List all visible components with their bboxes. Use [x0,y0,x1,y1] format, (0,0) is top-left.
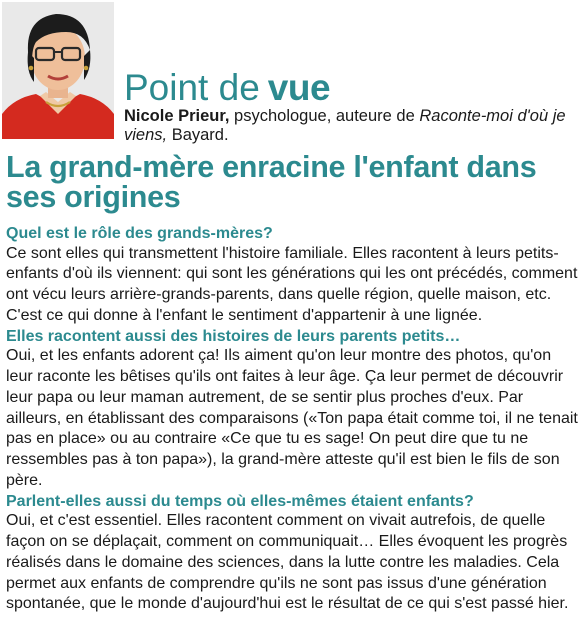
section-label-bold: vue [267,67,331,108]
qa-block [6,327,581,492]
interview-body [6,224,581,615]
author-name: Nicole Prieur, [124,107,230,125]
author-role: psychologue, auteure de [229,107,420,125]
question: Elles racontent aussi des histoires de leurs parents petits… [6,327,461,345]
answer: Ce sont elles qui transmettent l'histoire familiale. Elles racontent à leurs petits-enfants d'où ils viennent: qui sont les générations qui les ont précédés, comment ont vécu leurs arrière-grands-parents, dans quelle région, quelle maison, etc. C'est ce qui donne à l'enfant le sentiment d'appartenir à une lignée. [6,244,578,324]
author-byline [124,107,577,145]
qa-block [6,224,581,327]
answer: Oui, et c'est essentiel. Elles racontent comment on vivait autrefois, de quelle façon on se déplaçait, comment on communiquait… Elles évoquent les progrès réalisés dans le domaine des sciences, dans la lutte contre les maladies. Cela permet aux enfants de comprendre qu'ils ne sont pas issus d'une génération spontanée, que le monde d'aujourd'hui est le résultat de ce qui s'est passé hier. [6,512,569,613]
book-title: Raconte-moi d'où je viens, [124,107,566,144]
section-label-light: Point de [124,67,260,108]
author-portrait [2,2,114,139]
section-label [124,67,577,108]
question: Parlent-elles aussi du temps où elles-mêmes étaient enfants? [6,492,474,510]
publisher: Bayard. [167,126,229,144]
qa-block [6,492,581,615]
answer: Oui, et les enfants adorent ça! Ils aiment qu'on leur montre des photos, qu'on leur raconte les bêtises qu'ils ont faites à leur âge. Ça leur permet de découvrir leur papa ou leur maman autrement, de se sentir plus proches d'eux. Par ailleurs, en établissant des comparaisons («Ton papa était comme toi, il ne tenait pas en place» ou au contraire «Ce que tu es sage! On peut dire que tu ne ressembles pas à ton papa»), la grand-mère atteste qu'il est bien le fils de son père. [6,347,578,489]
article-headline: La grand-mère enracine l'enfant dans ses origines [6,150,537,214]
question: Quel est le rôle des grands-mères? [6,225,273,242]
point-de-vue-header [124,67,577,145]
